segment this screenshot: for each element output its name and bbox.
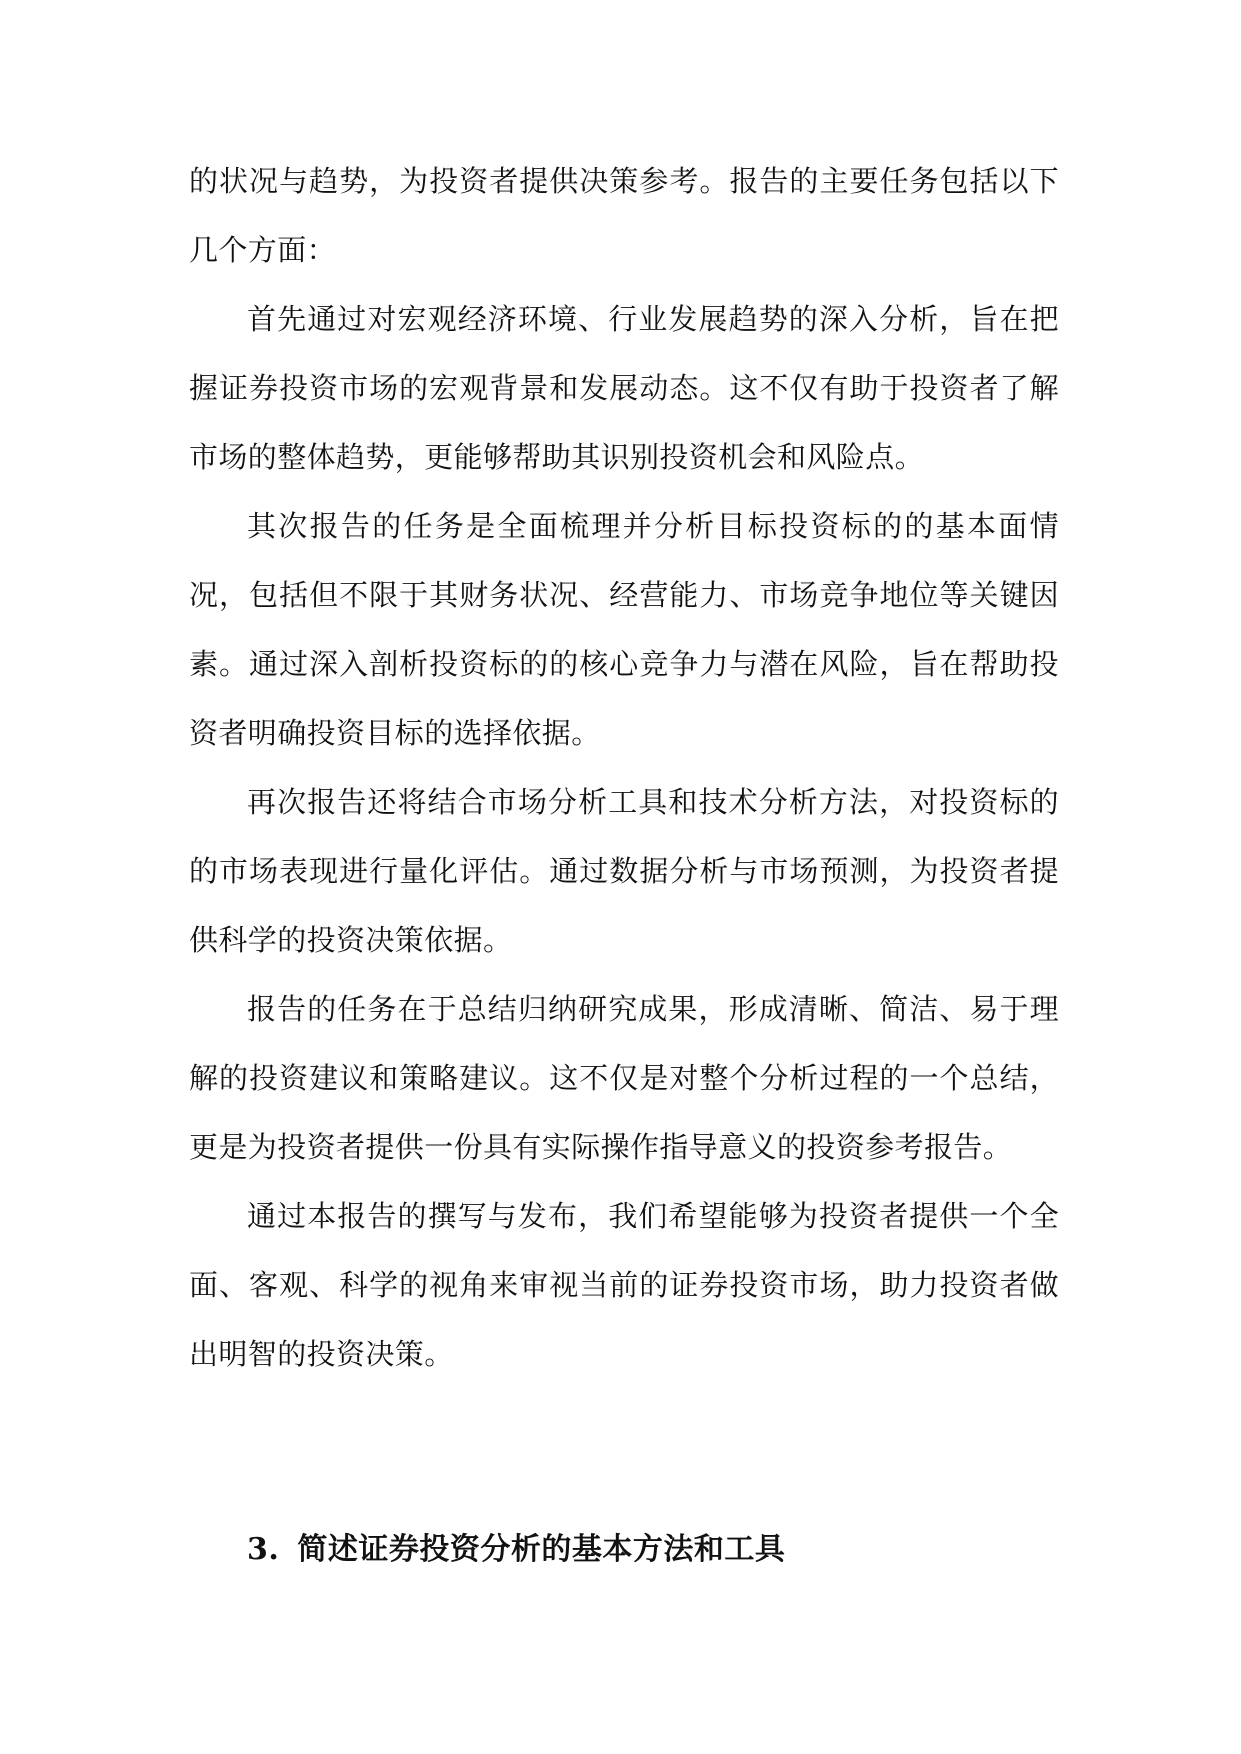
paragraph-summary: 报告的任务在于总结归纳研究成果，形成清晰、简洁、易于理解的投资建议和策略建议。这不仅是对整个分析过程的一个总结，更是为投资者提供一份具有实际操作指导意义的投资参考报告。 bbox=[189, 992, 1059, 1164]
section-title: 简述证券投资分析的基本方法和工具 bbox=[297, 1532, 786, 1567]
section-number: 3. bbox=[247, 1532, 280, 1567]
paragraph-fundamentals: 其次报告的任务是全面梳理并分析目标投资标的的基本面情况，包括但不限于其财务状况、经营能力、市场竞争地位等关键因素。通过深入剖析投资标的的核心竞争力与潜在风险，旨在帮助投资者明确投资目标的选择依据。 bbox=[189, 509, 1059, 750]
body-text bbox=[189, 147, 1059, 1389]
paragraph-conclusion: 通过本报告的撰写与发布，我们希望能够为投资者提供一个全面、客观、科学的视角来审视当前的证券投资市场，助力投资者做出明智的投资决策。 bbox=[189, 1199, 1059, 1371]
paragraph-macro-analysis: 首先通过对宏观经济环境、行业发展趋势的深入分析，旨在把握证券投资市场的宏观背景和发展动态。这不仅有助于投资者了解市场的整体趋势，更能够帮助其识别投资机会和风险点。 bbox=[189, 302, 1059, 474]
paragraph-quantitative: 再次报告还将结合市场分析工具和技术分析方法，对投资标的的市场表现进行量化评估。通过数据分析与市场预测，为投资者提供科学的投资决策依据。 bbox=[189, 785, 1059, 957]
section-heading bbox=[247, 1530, 785, 1570]
paragraph-continuation: 的状况与趋势，为投资者提供决策参考。报告的主要任务包括以下几个方面： bbox=[189, 164, 1059, 267]
